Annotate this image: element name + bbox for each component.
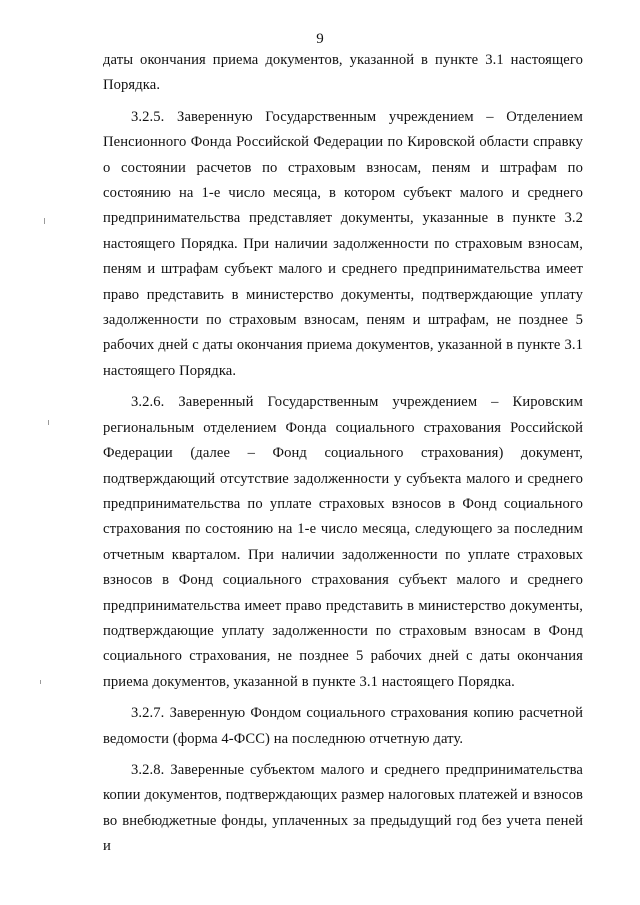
paragraph-3-2-8: 3.2.8. Заверенные субъектом малого и среднего предпринимательства копии документов, подтверждающих размер налоговых платежей и взносов во внебюджетные фонды, уплаченных за предыдущий год без учета пеней и [103,761,583,855]
document-body [103,48,583,866]
paragraph-continuation: даты окончания приема документов, указанной в пункте 3.1 настоящего Порядка. [103,52,583,94]
scan-margin-mark [48,420,49,425]
scan-margin-mark [44,218,45,224]
paragraph-3-2-6: 3.2.6. Заверенный Государственным учреждением – Кировским региональным отделением Фонда социального страхования Российской Федерации (далее – Фонд социального страхования) документ, подтверждающий отсутствие задолженности у субъекта малого и среднего предпринимательства по уплате страховых взносов в Фонд социального страхования по состоянию на 1-е число месяца, следующего за последним отчетным кварталом. При наличии задолженности по уплате страховых взносов в Фонд социального страхования субъект малого и среднего предпринимательства имеет право представить в министерство документы, подтверждающие уплату задолженности по страховым взносам в Фонд социального страхования, не позднее 5 рабочих дней с даты окончания приема документов, указанной в пункте 3.1 настоящего Порядка. [103,394,583,690]
paragraph-3-2-7: 3.2.7. Заверенную Фондом социального страхования копию расчетной ведомости (форма 4-ФСС) на последнюю отчетную дату. [103,705,583,747]
paragraph-3-2-5: 3.2.5. Заверенную Государственным учреждением – Отделением Пенсионного Фонда Российской Федерации по Кировской области справку о состоянии расчетов по страховым взносам, пеням и штрафам по состоянию на 1-е число месяца, в котором субъект малого и среднего предпринимательства представляет документы, указанные в пункте 3.2 настоящего Порядка. При наличии задолженности по страховым взносам, пеням и штрафам субъект малого и среднего предпринимательства имеет право представить в министерство документы, подтверждающие уплату задолженности по страховым взносам, пеням и штрафам, не позднее 5 рабочих дней с даты окончания приема документов, указанной в пункте 3.1 настоящего Порядка. [103,108,583,379]
page-number: 9 [316,31,324,47]
scan-margin-mark [40,680,41,684]
